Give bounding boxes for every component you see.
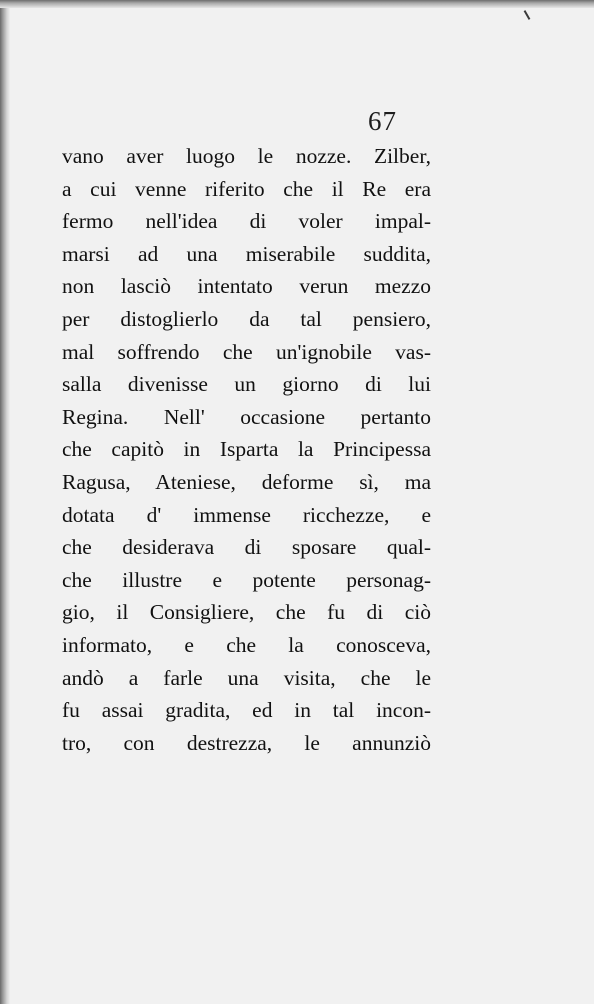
page-number: 67 (368, 106, 397, 136)
page-binding-shadow (0, 0, 10, 1004)
paper-speck (524, 10, 531, 20)
page-top-shadow (0, 0, 594, 8)
text-line: che desiderava di sposare qual- (62, 535, 431, 560)
text-line: per distoglierlo da tal pensiero, (62, 306, 431, 331)
text-line: fermo nell'idea di voler impal- (62, 209, 431, 234)
text-line: tro, con destrezza, le annunziò (62, 730, 431, 755)
text-line: salla divenisse un giorno di lui (62, 372, 431, 397)
text-line: mal soffrendo che un'ignobile vas- (62, 339, 431, 364)
text-line: Ragusa, Ateniese, deforme sì, ma (62, 469, 431, 494)
text-line: vano aver luogo le nozze. Zilber, (62, 144, 431, 168)
text-line: dotata d' immense ricchezze, e (62, 502, 431, 527)
text-line: Regina. Nell' occasione pertanto (62, 404, 431, 429)
text-line: che capitò in Isparta la Principessa (62, 437, 431, 462)
body-text (62, 140, 431, 759)
text-line: non lasciò intentato verun mezzo (62, 274, 431, 299)
text-line: gio, il Consigliere, che fu di ciò (62, 600, 431, 625)
text-line: andò a farle una visita, che le (62, 665, 431, 690)
text-line: marsi ad una miserabile suddita, (62, 241, 431, 266)
text-line: che illustre e potente personag- (62, 567, 431, 592)
text-line: informato, e che la conosceva, (62, 632, 431, 657)
text-line: fu assai gradita, ed in tal incon- (62, 698, 431, 723)
text-line: a cui venne riferito che il Re era (62, 176, 431, 201)
